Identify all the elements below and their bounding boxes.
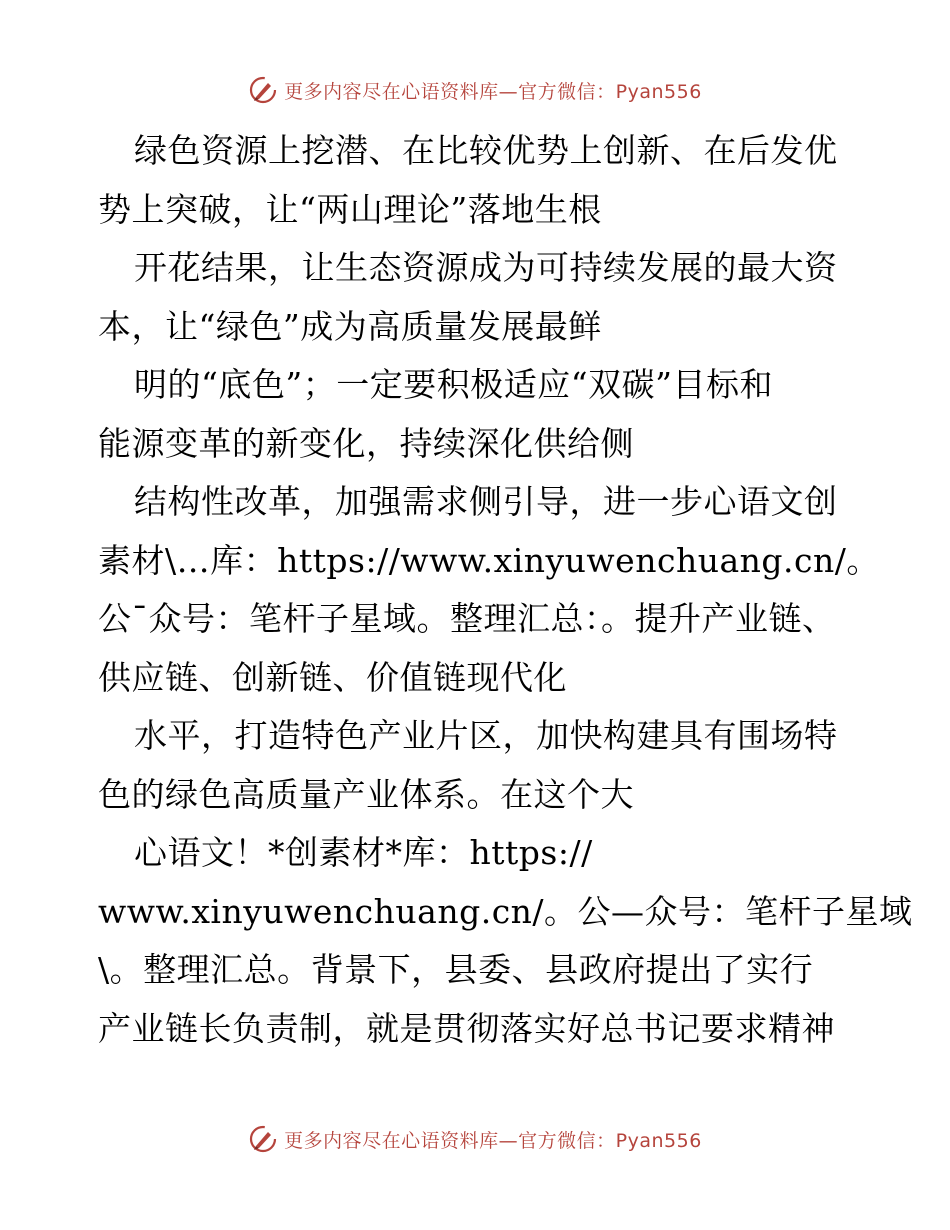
footer-watermark-banner (0, 1122, 950, 1156)
text-line: 能源变革的新变化，持续深化供给侧 (98, 423, 634, 463)
text-line: 色的绿色高质量产业体系。在这个大 (98, 774, 634, 814)
text-line: www.xinyuwenchuang.cn/。公—众号：笔杆子星域 (98, 891, 913, 931)
text-line: 供应链、创新链、价值链现代化 (98, 657, 567, 697)
text-line: 势上突破，让“两山理论”落地生根 (98, 189, 602, 229)
text-line: 公¯众号：笔杆子星域。整理汇总：。提升产业链、 (98, 599, 836, 638)
text-line: 心语文！*创素材*库：https:// (134, 833, 593, 872)
text-line: 素材\…库：https://www.xinyuwenchuang.cn/。 (98, 540, 880, 580)
text-line: 结构性改革，加强需求侧引导，进一步心语文创 (134, 482, 838, 521)
pen-swirl-logo-icon (248, 75, 278, 105)
text-line: \。整理汇总。背景下，县委、县政府提出了实行 (98, 950, 814, 989)
header-watermark-banner (0, 73, 950, 107)
text-line: 水平，打造特色产业片区，加快构建具有围场特 (134, 716, 838, 755)
footer-watermark-text: 更多内容尽在心语资料库—官方微信：Pyan556 (284, 1129, 702, 1152)
header-watermark-text: 更多内容尽在心语资料库—官方微信：Pyan556 (284, 80, 702, 103)
document-body (98, 122, 913, 1058)
pen-swirl-logo-icon (248, 1124, 278, 1154)
text-line: 开花结果，让生态资源成为可持续发展的最大资 (134, 248, 838, 287)
text-line: 本，让“绿色”成为高质量发展最鲜 (98, 306, 602, 346)
text-line: 明的“底色”；一定要积极适应“双碳”目标和 (134, 365, 773, 404)
text-line: 绿色资源上挖潜、在比较优势上创新、在后发优 (134, 131, 838, 170)
text-line: 产业链长负责制，就是贯彻落实好总书记要求精神 (98, 1008, 835, 1048)
